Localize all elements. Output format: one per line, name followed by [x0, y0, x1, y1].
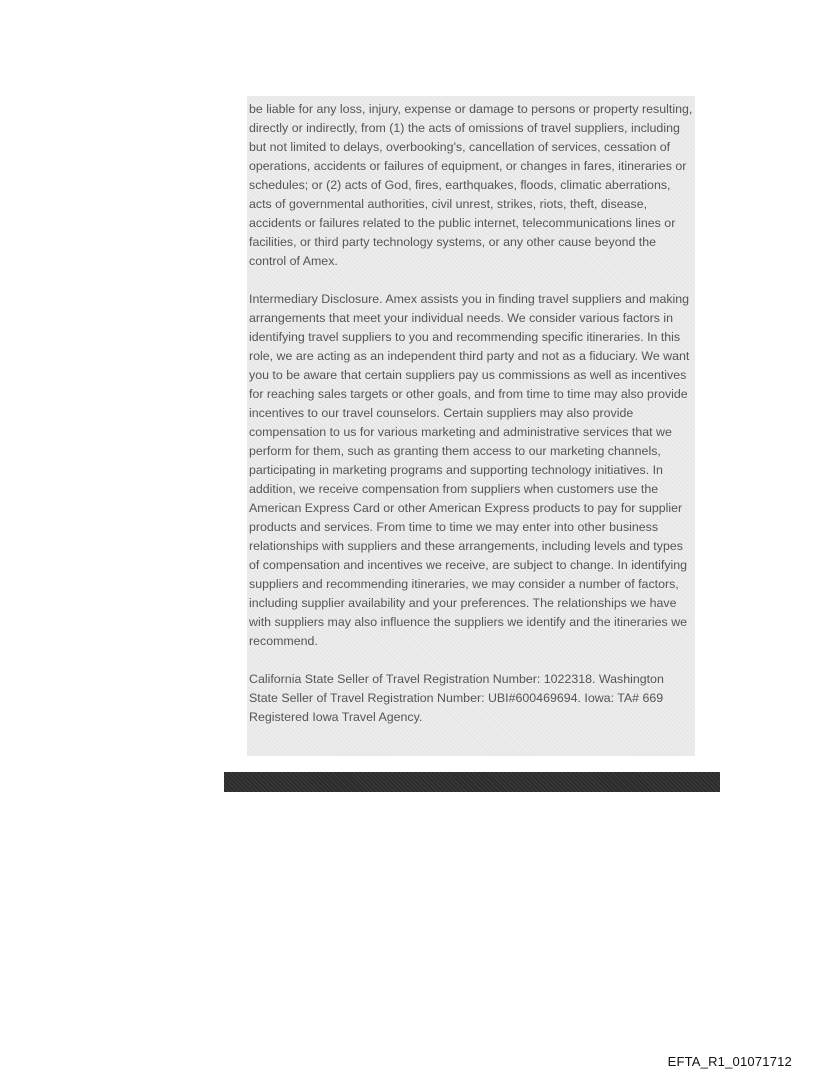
disclosure-panel — [247, 96, 695, 756]
registration-paragraph: California State Seller of Travel Registration Number: 1022318. Washington State Seller of Travel Registration Number: UBI#600469694. Iowa: TA# 669 Registered Iowa Travel Agency. — [249, 672, 664, 724]
intermediary-disclosure-paragraph: Intermediary Disclosure. Amex assists you in finding travel suppliers and making arrangements that meet your individual needs. We consider various factors in identifying travel suppliers to you and recommending specific itineraries. In this role, we are acting as an independent third party and not as a fiduciary. We want you to be aware that certain suppliers pay us commissions as well as incentives for reaching sales targets or other goals, and from time to time may also provide incentives to our travel counselors. Certain suppliers may also provide compensation to us for various marketing and administrative services that we perform for them, such as granting them access to our marketing channels, participating in marketing programs and supporting technology initiatives. In addition, we receive compensation from suppliers when customers use the American Express Card or other American Express products to pay for supplier products and services. From time to time we may enter into other business relationships with suppliers and these arrangements, including levels and types of compensation and incentives we receive, are subject to change. In identifying suppliers and recommending itineraries, we may consider a number of factors, including supplier availability and your preferences. The relationships we have with suppliers may also influence the suppliers we identify and the itineraries we recommend. — [249, 292, 690, 648]
footer-bar — [224, 772, 720, 792]
liability-paragraph: be liable for any loss, injury, expense or damage to persons or property resulting, directly or indirectly, from (1) the acts of omissions of travel suppliers, including but not limited to delays, overbooking's, cancellation of services, cessation of operations, accidents or failures of equipment, or changes in fares, itineraries or schedules; or (2) acts of God, fires, earthquakes, floods, climatic aberrations, acts of governmental authorities, civil unrest, strikes, riots, theft, disease, accidents or failures related to the public internet, telecommunications lines or facilities, or third party technology systems, or any other cause beyond the control of Amex. — [249, 102, 693, 268]
document-id: EFTA_R1_01071712 — [667, 1054, 792, 1069]
